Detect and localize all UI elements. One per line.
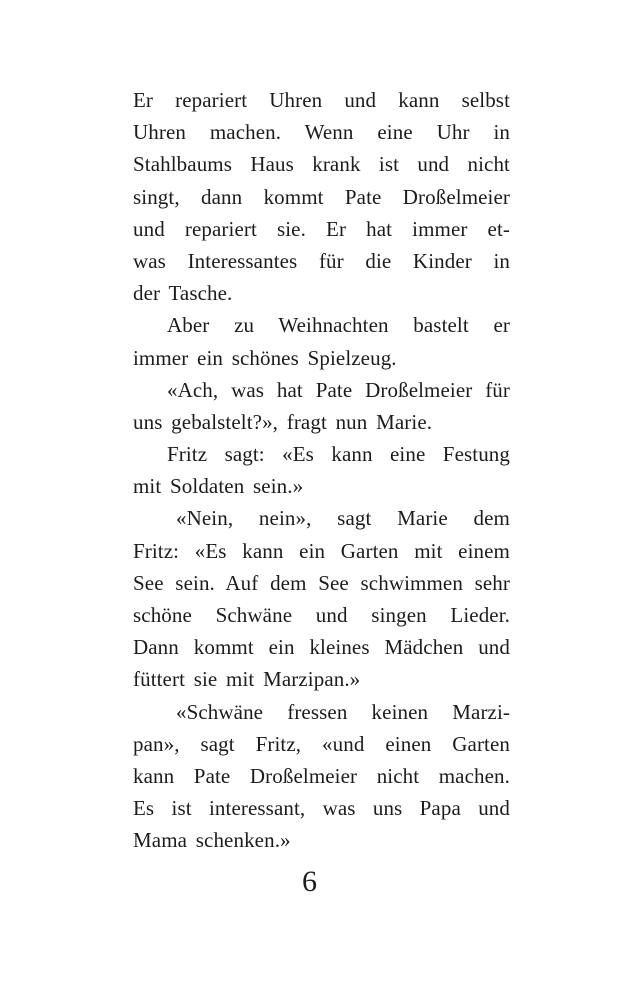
text-line: «Nein, nein», sagt Marie dem (176, 506, 510, 531)
text-line: und repariert sie. Er hat immer et- (133, 216, 510, 241)
text-line: pan», sagt Fritz, «und einen Garten (133, 731, 510, 756)
text-line: mit Soldaten sein.» (133, 474, 304, 499)
text-line: was Interessantes für die Kinder in (133, 248, 510, 273)
text-block (133, 84, 510, 857)
text-line: immer ein schönes Spielzeug. (133, 345, 397, 370)
text-line: Uhren machen. Wenn eine Uhr in (133, 120, 510, 145)
text-line: «Schwäne fressen keinen Marzi- (176, 699, 510, 724)
text-line: Er repariert Uhren und kann selbst (133, 88, 510, 112)
text-line: kann Pate Droßelmeier nicht machen. (133, 763, 510, 788)
text-line: Es ist interessant, was uns Papa und (133, 796, 510, 821)
text-line: Dann kommt ein kleines Mädchen und (133, 635, 510, 660)
text-line: der Tasche. (133, 281, 233, 306)
page-number: 6 (302, 865, 317, 898)
text-line: Stahlbaums Haus krank ist und nicht (133, 152, 510, 177)
text-line: «Ach, was hat Pate Droßelmeier für (167, 377, 510, 402)
text-line: schöne Schwäne und singen Lieder. (133, 603, 510, 627)
text-line: füttert sie mit Marzipan.» (133, 667, 361, 692)
text-line: singt, dann kommt Pate Droßelmeier (133, 184, 510, 209)
text-line: uns gebalstelt?», fragt nun Marie. (133, 409, 433, 434)
text-line: Aber zu Weihnachten bastelt er (167, 313, 510, 338)
text-line: Fritz: «Es kann ein Garten mit einem (133, 538, 510, 563)
text-line: Mama schenken.» (133, 828, 291, 853)
text-line: Fritz sagt: «Es kann eine Festung (167, 442, 510, 467)
text-line: See sein. Auf dem See schwimmen sehr (133, 570, 510, 595)
